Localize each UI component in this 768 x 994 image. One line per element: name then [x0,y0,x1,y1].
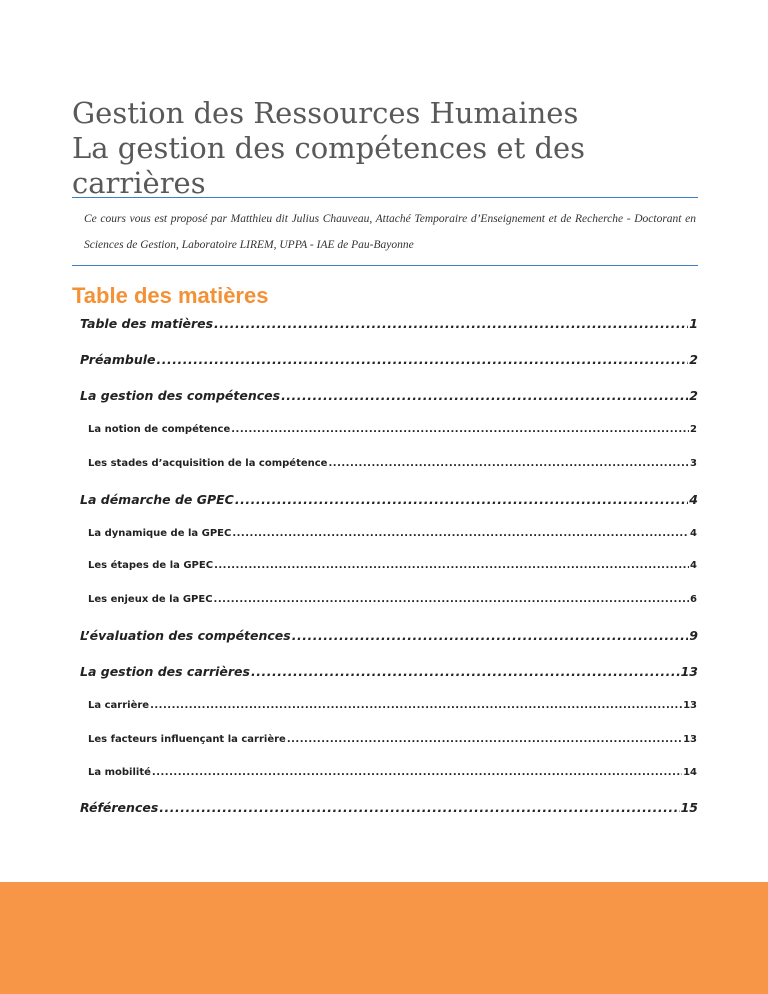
toc-page-number: 1 [689,316,698,331]
toc-entry-label: L’évaluation des compétences [80,628,291,643]
toc-dot-leader [214,560,689,571]
document-title [72,96,692,201]
toc-page-number: 15 [680,800,698,815]
toc-dot-leader [214,316,688,331]
toc-page-number: 2 [689,388,698,403]
toc-dot-leader [231,424,689,435]
toc-dot-leader [328,458,689,469]
toc-dot-leader [152,767,682,778]
toc-entry-label: Table des matières [80,316,214,331]
toc-entry-demarche-gpec[interactable] [80,492,698,507]
toc-entry-label: Les étapes de la GPEC [88,560,214,571]
toc-dot-leader [232,528,689,539]
toc-entry-facteurs-carriere[interactable] [88,734,697,745]
toc-entry-label: Les facteurs influençant la carrière [88,734,286,745]
toc-dot-leader [157,352,689,367]
toc-entry-label: La dynamique de la GPEC [88,528,232,539]
toc-entry-enjeux-gpec[interactable] [88,594,697,605]
title-line-3: carrières [72,166,206,200]
toc-page-number: 13 [680,664,698,679]
toc-dot-leader [214,594,689,605]
footer-band [0,882,768,994]
toc-dot-leader [150,700,682,711]
toc-entry-label: La gestion des compétences [80,388,281,403]
toc-entry-preambule[interactable] [80,352,698,367]
toc-dot-leader [235,492,688,507]
toc-entry-dynamique-gpec[interactable] [88,528,697,539]
toc-dot-leader [281,388,688,403]
toc-page-number: 13 [683,734,697,745]
toc-entry-label: La notion de compétence [88,424,231,435]
toc-heading: Table des matières [72,283,269,308]
toc-entry-label: Les stades d’acquisition de la compétence [88,458,328,469]
toc-entry-label: Préambule [80,352,156,367]
toc-page-number: 3 [690,458,697,469]
toc-page-number: 9 [689,628,698,643]
toc-page-number: 13 [683,700,697,711]
toc-page-number: 14 [683,767,697,778]
title-line-1: Gestion des Ressources Humaines [72,96,579,130]
toc-entry-gestion-carrieres[interactable] [80,664,698,679]
toc-dot-leader [292,628,689,643]
toc-entry-mobilite[interactable] [88,767,697,778]
toc-page-number: 4 [689,492,698,507]
toc-entry-evaluation-competences[interactable] [80,628,698,643]
toc-entry-table-des-matieres[interactable] [80,316,698,331]
title-line-2: La gestion des compétences et des [72,131,586,165]
toc-dot-leader [159,800,679,815]
toc-dot-leader [287,734,682,745]
toc-entry-label: Références [80,800,159,815]
toc-dot-leader [251,664,680,679]
toc-page-number: 4 [690,560,697,571]
toc-entry-stades-acquisition[interactable] [88,458,697,469]
toc-entry-notion-competence[interactable] [88,424,697,435]
intro-divider [72,265,698,266]
title-divider [72,197,698,198]
toc-page-number: 2 [690,424,697,435]
toc-entry-label: La mobilité [88,767,151,778]
toc-entry-references[interactable] [80,800,698,815]
toc-entry-etapes-gpec[interactable] [88,560,697,571]
intro-paragraph: Ce cours vous est proposé par Matthieu dit Julius Chauveau, Attaché Temporaire d’Enseignement et de Recherche - Doctorant en Sciences de Gestion, Laboratoire LIREM, UPPA - IAE de Pau-Bayonne [84,213,696,251]
toc-entry-label: Les enjeux de la GPEC [88,594,213,605]
toc-entry-label: La gestion des carrières [80,664,250,679]
toc-page-number: 6 [690,594,697,605]
toc-entry-label: La carrière [88,700,150,711]
toc-page-number: 2 [689,352,698,367]
toc-page-number: 4 [690,528,697,539]
toc-entry-carriere[interactable] [88,700,697,711]
toc-entry-label: La démarche de GPEC [80,492,234,507]
toc-entry-gestion-competences[interactable] [80,388,698,403]
